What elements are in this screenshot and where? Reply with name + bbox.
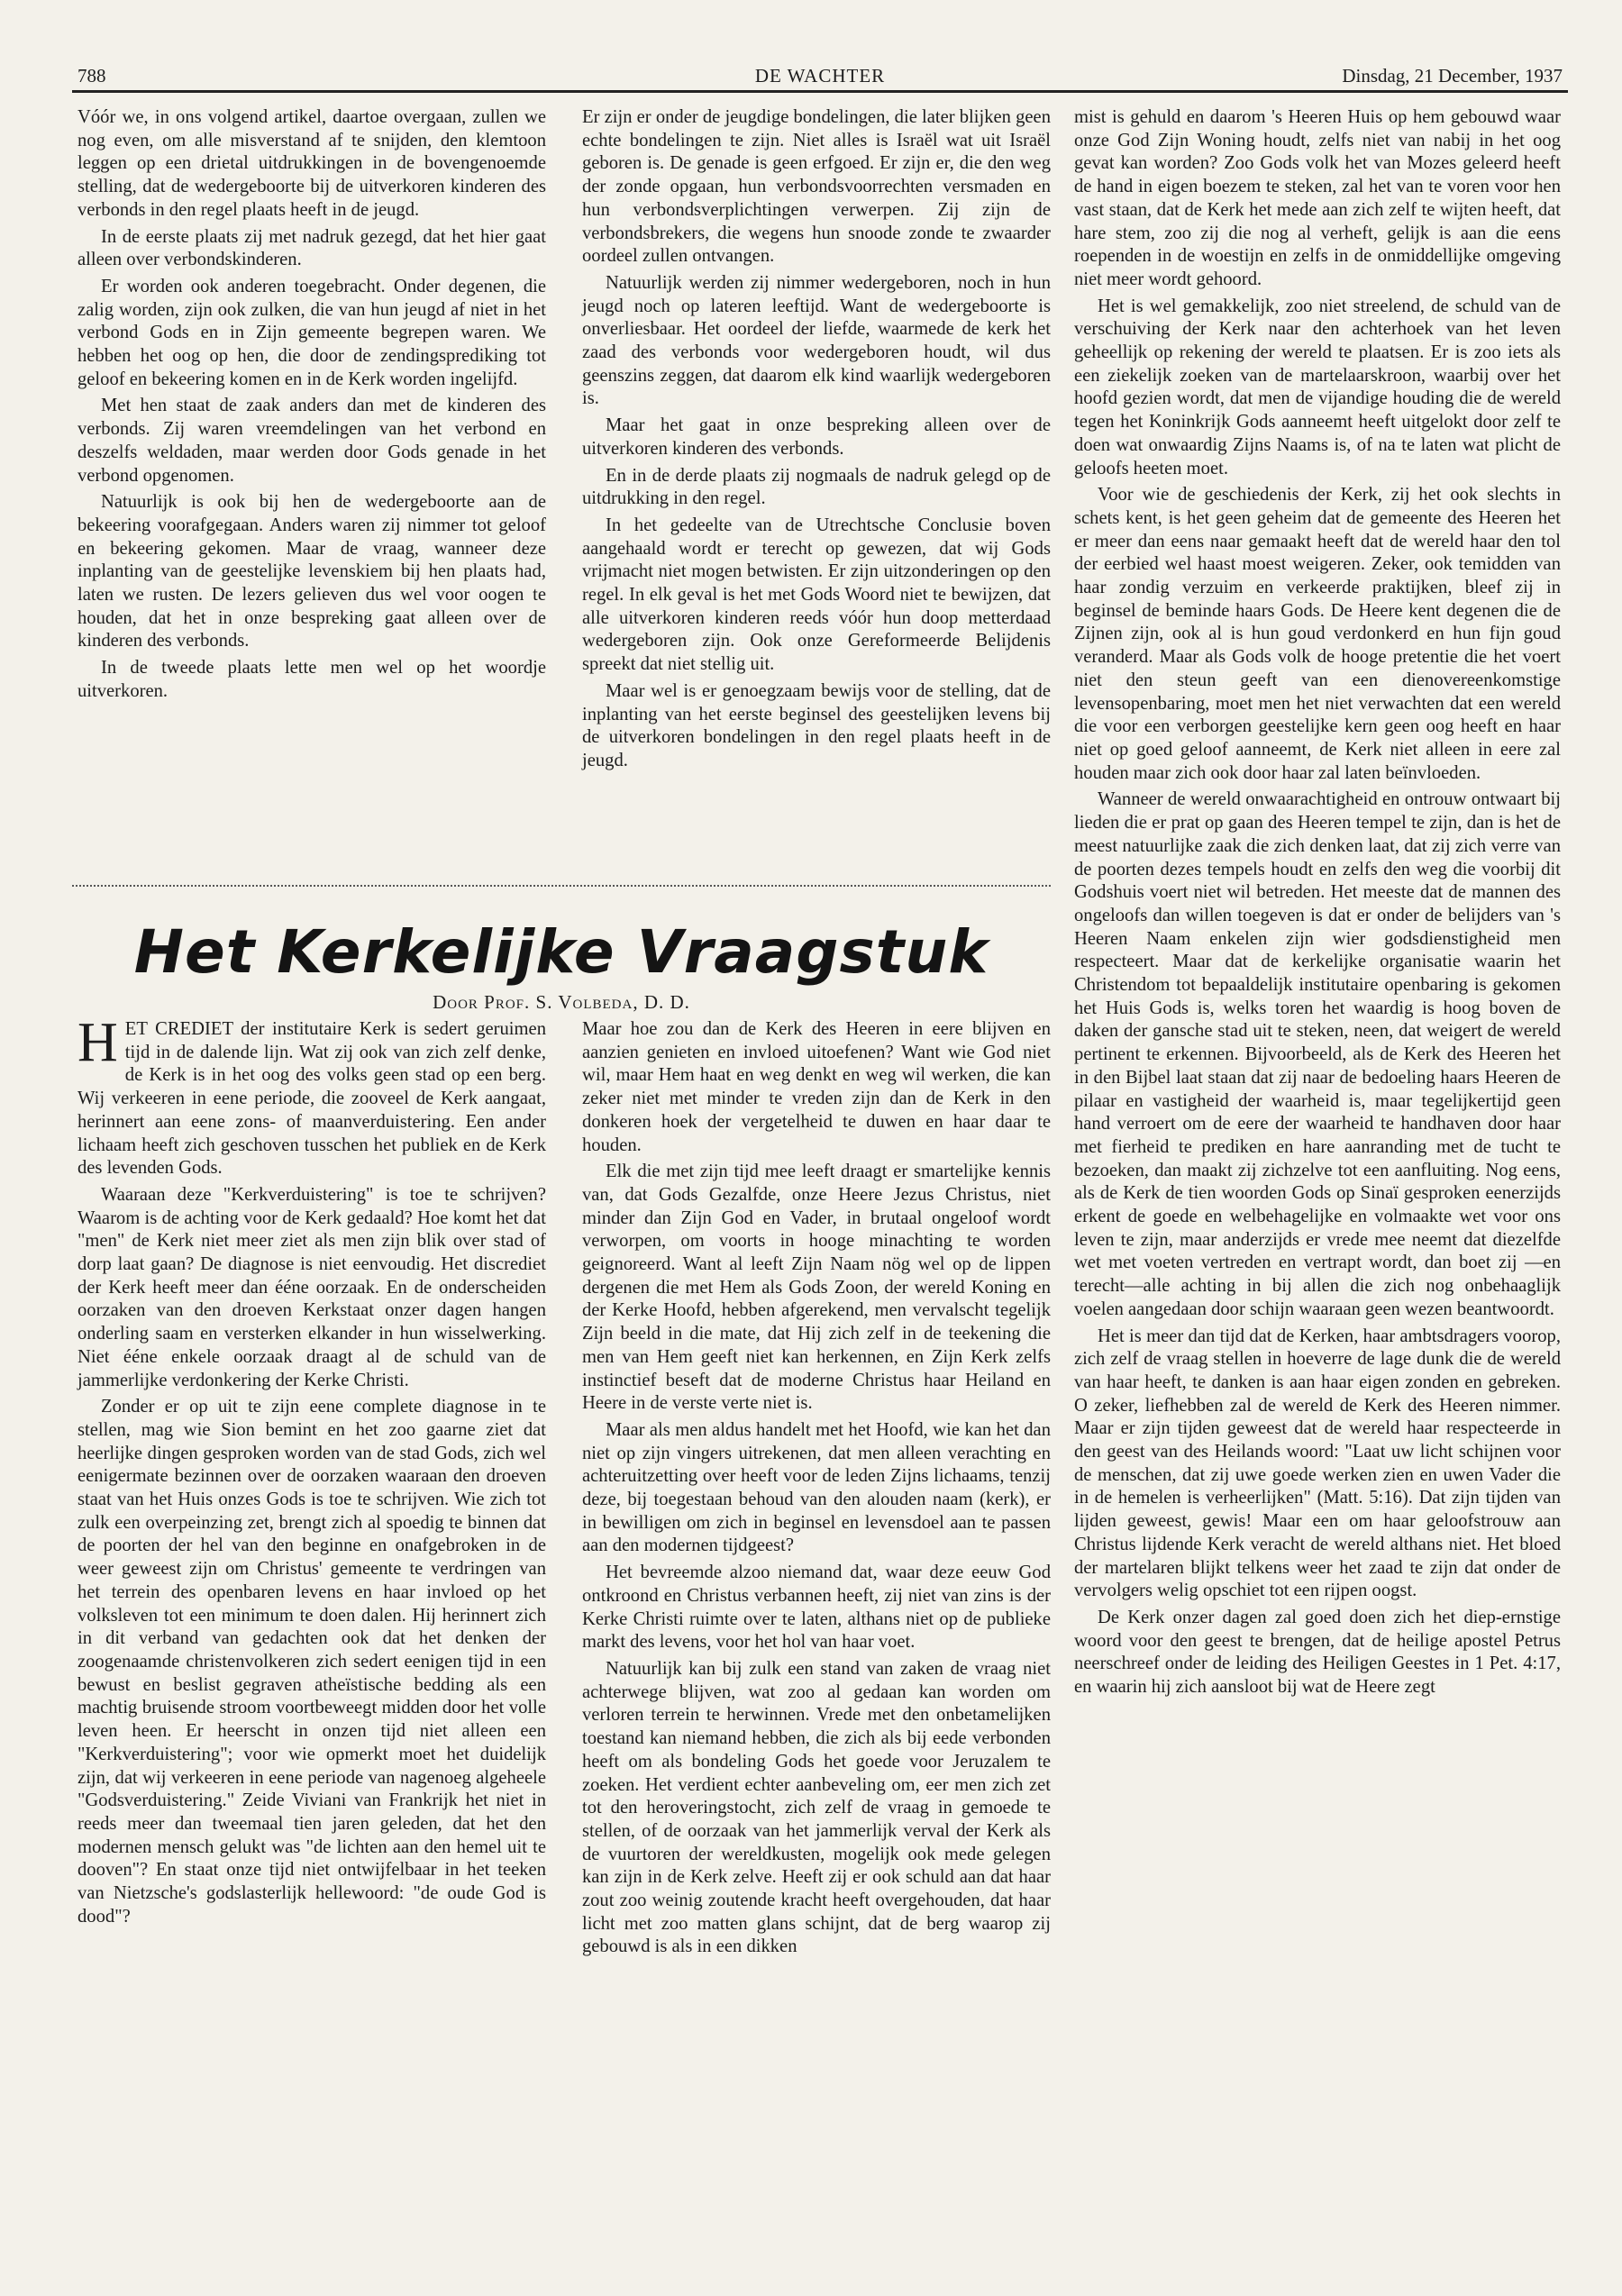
paragraph: Maar hoe zou dan de Kerk des Heeren in eere blijven en aanzien genieten en invloed uitoefenen? Want wie God niet wil, maar Hem haat en weg denkt en weg wil werken, die kan zeker niet met minder te vreden zijn dan de Kerk in den donkeren hoek der vergetelheid te duwen en haar daar te houden. (582, 1019, 1051, 1155)
page-number: 788 (77, 65, 106, 87)
paragraph: Het is meer dan tijd dat de Kerken, haar ambtsdragers voorop, zich zelf de vraag stellen in hoeverre de lage dunk die de wereld van haar heeft, te danken is aan haar eigen zonden en gebreken. O zeker, liefhebben zal de wereld de Kerk des Heeren nimmer. Maar er zijn tijden geweest dat de wereld haar respecteerde in den geest van des Heilands woord: "Laat uw licht schijnen voor de menschen, dat zij uwe goede werken zien en uwen Vader die in de hemelen is verheerlijken" (Matt. 5:16). Dat zijn tijden van lijden geweest, gewis! Maar een om haar geloofstrouw aan Christus lijdende Kerk veracht de wereld althans niet. Het bloed der martelaren blijkt telkens weer het zaad te zijn dat onder de vervolgers welig opschiet tot een rijpen oogst. (1074, 1326, 1561, 1601)
header-rule (72, 90, 1568, 93)
paragraph: Met hen staat de zaak anders dan met de kinderen des verbonds. Zij waren vreemdelingen van het verbond en deszelfs weldaden, maar werden door Gods genade in het verbond opgenomen. (77, 396, 546, 486)
newspaper-page (72, 63, 1568, 2262)
paragraph: mist is gehuld en daarom 's Heeren Huis op hem gebouwd waar onze God Zijn Woning houdt, zelfs niet van nabij in het oog gevat kan worden? Zoo Gods volk het van Mozes geleerd heeft de hand in eigen boezem te steken, zal het van te voren voor hen vast staan, dat de Kerk het mede aan zich zelf te wijten heeft, dat hare stem, zoo zij die nog al verheft, gelijk is aan die eens roependen in de woestijn en zelfs in de onmiddellijke omgeving niet meer wordt gehoord. (1074, 107, 1561, 289)
paragraph: Wanneer de wereld onwaarachtigheid en ontrouw ontwaart bij lieden die er prat op gaan des Heeren tempel te zijn, dan is het de meest natuurlijke zaak die zich denken laat, dat zij zich verre van de poorten dezes tempels houdt en zelfs den weg die voorbij dit Godshuis voert niet wil betreden. Het meeste dat de mannen des ongeloofs dan willen toegeven is dat er onder de belijders van 's Heeren Naam enkelen zijn wier godsdienstigheid men respecteert. Maar dat de kerkelijke organisatie waarin het Christendom tot bepaaldelijk institutaire openbaring is gekomen het Huis Gods is, welks toren het waardig is hoog boven de daken der gansche stad uit te steken, neen, dat weigert de wereld pertinent te erkennen. Bijvoorbeeld, als de Kerk des Heeren het in den Bijbel laat staan dat zij naar de bedoeling haars Heeren de pilaar en vastigheid der waarheid is, maar tegelijkertijd geen hand verroert om de eere der waarheid te handhaven door haar met fierheid te prediken en hare aanranding met de tucht te bezoeken, dan maakt zij zichzelve tot een aanfluiting. Nog eens, als de Kerk de tien woorden Gods op Sinaï gesproken eenerzijds erkent de goede en welbehagelijke en volmaakte wet voor ons leven te zijn, maar anderzijds er vrede mee neemt dat diezelfde wet met voeten vertreden en vertrapt wordt, dan boet zij —en terecht—alle achting in bij allen die zich nog onbehaaglijk voelen aangedaan door schijn waaraan geen wezen beantwoordt. (1074, 789, 1561, 1319)
paragraph: En in de derde plaats zij nogmaals de nadruk gelegd op de uitdrukking in den regel. (582, 465, 1051, 509)
paragraph: Er zijn er onder de jeugdige bondelingen, die later blijken geen echte bondelingen te zijn. Niet alles is Israël wat uit Israël geboren is. De genade is geen erfgoed. Er zijn er, die den weg der zonde opgaan, hun verbondsvoorrechten versmaden en hun verbondsverplichtingen verwerpen. Zij zijn de verbondsbrekers, die wegens hun snoode zonde te zwaarder oordeel zullen ontvangen. (582, 107, 1051, 267)
paragraph: In het gedeelte van de Utrechtsche Conclusie boven aangehaald wordt er terecht op gewezen, dat wij Gods vrijmacht niet mogen betwisten. Er zijn uitzonderingen op den regel. In elk geval is het met Gods Woord niet te bewijzen, dat alle uitverkoren kinderen reeds vóór hun doop metterdaad wedergeboren zijn. Ook onze Gereformeerde Belijdenis spreekt dat niet stellig uit. (582, 515, 1051, 675)
article-byline: Door Prof. S. Volbeda, D. D. (433, 991, 690, 1013)
paragraph: In de eerste plaats zij met nadruk gezegd, dat het hier gaat alleen over verbondskinderen. (77, 226, 546, 270)
drop-cap: H (77, 1012, 118, 1073)
issue-date: Dinsdag, 21 December, 1937 (1342, 65, 1563, 87)
paragraph: Elk die met zijn tijd mee leeft draagt er smartelijke kennis van, dat Gods Gezalfde, onze Heere Jezus Christus, niet minder dan Zijn God en Vader, in brutaal ongeloof wordt verworpen, om voorts in hooge minachting te worden geignoreerd. Want al leeft Zijn Naam nög wel op de lippen dergenen die met Hem als Gods Zoon, der wereld Koning en der Kerke Hoofd, hebben afgerekend, men vervalscht tegelijk Zijn beeld in die mate, dat Hij zich zelf in de teekening die men van Hem geeft niet kan herkennen, en Zijn Kerk zelfs instinctief beseft dat de moderne Christus haar Heiland en Heere in de verste verte niet is. (582, 1162, 1051, 1414)
article-column-3 (1074, 106, 1561, 1703)
paragraph: Natuurlijk werden zij nimmer wedergeboren, noch in hun jeugd noch op lateren leeftijd. Want de wedergeboorte is onverliesbaar. Het oordeel der liefde, waarmede de kerk het zaad des verbonds voor wedergeboren houdt, wil dus geenszins zeggen, dat daarom elk kind waarlijk wedergeboren is. (582, 272, 1051, 409)
continued-column-2 (582, 106, 1051, 777)
article-column-2 (582, 1018, 1051, 1963)
continued-column-1 (77, 106, 546, 707)
paragraph: Maar het gaat in onze bespreking alleen over de uitverkoren kinderen des verbonds. (582, 415, 1051, 459)
article-title: Het Kerkelijke Vraagstuk (133, 917, 989, 987)
paragraph: Natuurlijk kan bij zulk een stand van zaken de vraag niet achterwege blijven, wat zoo al gedaan kan worden om verloren terrein te herwinnen. Vrede met den onbetamelijken toestand kan niemand hebben, die zich als bij eede verbonden heeft om als bondeling Gods het goede voor Jeruzalem te zoeken. Het verdient echter aanbeveling om, eer men zich zet tot den heroveringstocht, zich zelf de vraag in gemoede te stellen, of de oorzaak van het jammerlijk verval der Kerk als de vuurtoren der wereldkusten, mogelijk ook mede gelegen kan zijn in de Kerk zelve. Heeft zij er ook schuld aan dat haar zout zoo weinig zoutende kracht heeft overgehouden, dat haar licht met zoo matten glans schijnt, dat de berg waarop zij gebouwd is als in een dikken (582, 1658, 1051, 1957)
paragraph: De Kerk onzer dagen zal goed doen zich het diep-ernstige woord voor den geest te brengen, dat de heilige apostel Petrus neerschreef onder de leiding des Heiligen Geestes in 1 Pet. 4:17, en waarin hij zich aansloot bij wat de Heere zegt (1074, 1608, 1561, 1698)
paragraph: Voor wie de geschiedenis der Kerk, zij het ook slechts in schets kent, is het geen geheim dat de gemeente des Heeren het er meer dan eens naar gemaakt heeft dat de wereld haar den tol der eerbied wel haast moest weigeren. Zeker, ook temidden van haar zondig verzuim en verkeerde praktijken, bleef zij in beginsel de beminde haars Gods. De Heere kent degenen die de Zijnen zijn, ook al is hun goud verdonkerd en hun fijn goud veranderd. Maar als Gods volk de hooge pretentie die het voert niet den steun geeft van een dienovereenkomstige levensopenbaring, moet men het niet verwachten dat een wereld die voor een verborgen geestelijke kern geen oog heeft en haar niet op goed geloof aanneemt, de Kerk niet alleen in eere zal houden maar zich ook door haar zal laten beïnvloeden. (1074, 485, 1561, 783)
masthead: DE WACHTER (754, 65, 886, 87)
opening-paragraph (77, 1012, 546, 1180)
paragraph: Maar wel is er genoegzaam bewijs voor de stelling, dat de inplanting van het eerste beginsel des geestelijken levens bij de uitverkoren bondelingen in den regel plaats heeft in de jeugd. (582, 680, 1051, 770)
paragraph: Vóór we, in ons volgend artikel, daartoe overgaan, zullen we nog even, om alle misverstand af te snijden, den klemtoon leggen op een drietal uitdrukkingen in de bovengenoemde stelling, dat de wedergeboorte bij de uitverkoren kinderen des verbonds in den regel plaats heeft in de jeugd. (77, 107, 546, 220)
paragraph: Het is wel gemakkelijk, zoo niet streelend, de schuld van de verschuiving der Kerk naar den achterhoek van het leven geheellijk op rekening der wereld te plaatsen. Er is zoo iets als een ziekelijk zoeken van de martelaarskroon, waarbij over het hoofd gezien wordt, dat men de vijandige houding die de wereld tegen het Koninkrijk Gods aanneemt heeft uitgelokt door zelf te doen wat onwaardig Zijns Naams is, of na te laten wat plicht de geloofs heeten moet. (1074, 296, 1561, 478)
paragraph: Waaraan deze "Kerkverduistering" is toe te schrijven? Waarom is de achting voor de Kerk gedaald? Hoe komt het dat "men" de Kerk niet meer ziet als men zijn blik over stad of dorp laat gaan? De diagnose is niet eenvoudig. Het discrediet der Kerk heeft meer dan ééne oorzaak. En de onderscheiden oorzaken van den droeven Kerkstaat onzer dagen hangen onderling saam en versterken elkander in hun wisselwerking. Niet ééne enkele oorzaak draagt al de schuld van de jammerlijke verdonkering der Kerke Christi. (77, 1184, 546, 1390)
article-column-1 (77, 1012, 546, 1932)
paragraph: Maar als men aldus handelt met het Hoofd, wie kan het dan niet op zijn vingers uitrekenen, dat men alleen verachting en achteruitzetting over heeft voor de leden Zijns lichaams, tenzij deze, bij toegestaan behoud van den alouden naam (kerk), er in bewilligen om zich in beginsel en levensdoel aan te passen aan den modernen tijdgeest? (582, 1419, 1051, 1556)
section-divider (72, 885, 1051, 887)
paragraph: In de tweede plaats lette men wel op het woordje uitverkoren. (77, 658, 546, 701)
paragraph: Zonder er op uit te zijn eene complete diagnose in te stellen, mag wie Sion bemint en het zoo gaarne ziet dat heerlijke dingen gesproken worden van de stad Gods, zich wel eenigermate bezinnen over de oorzaken waaraan den droeven staat van het Huis onzes Gods is toe te schrijven. Wie zich tot zulk een overpeinzing zet, brengt zich al spoedig te binnen dat de poorten der hel van den beginne en onafgebroken in de weer geweest zijn om Christus' gemeente te verdringen van het terrein des openbaren levens en haar invloed op het volksleven tot een minimum te doen dalen. Hij herinnert zich in dit verband van gedachten ook dat het denken der zoogenaamde christenvolkeren zich sedert eenigen tijd in een bewust en beslist gegraven atheïstische bedding als een machtig bruisende stroom voortbeweegt midden door het volle leven heen. Er heerscht in onzen tijd niet alleen een "Kerkverduistering"; voor wie opmerkt moet het duidelijk zijn, dat wij verkeeren in eene periode van nagenoeg algeheele "Godsverduistering." Zeide Viviani van Frankrijk het niet in reeds meer dan tweemaal tien jaren geleden, dat het den modernen mensch gelukt was "de lichten aan den hemel uit te dooven"? En staat onze tijd niet ontwijfelbaar in het teeken van Nietzsche's godslasterlijk hellewoord: "de oude God is dood"? (77, 1397, 546, 1927)
opening-text: ET CREDIET der institutaire Kerk is sedert geruimen tijd in de dalende lijn. Wat zij ook van zich zelf denke, de Kerk is in het oog des volks geen stad op een berg. Wij verkeeren in eene periode, die zooveel de Kerk aangaat, herinnert aan eene zons- of maanverduistering. Een ander lichaam heeft zich geschoven tusschen het publiek en de Kerk des levenden Gods. (77, 1019, 546, 1179)
paragraph: Natuurlijk is ook bij hen de wedergeboorte aan de bekeering voorafgegaan. Anders waren zij nimmer tot geloof en bekeering gekomen. Maar de vraag, wanneer deze inplanting van de geestelijke levenskiem bij hen plaats had, laten we rusten. De lezers gelieven dus wel voor oogen te houden, dat het in onze bespreking gaat alleen over de kinderen des verbonds. (77, 492, 546, 651)
paragraph: Het bevreemde alzoo niemand dat, waar deze eeuw God ontkroond en Christus verbannen heeft, zij niet van zins is der Kerke Christi ruimte over te laten, althans niet op de publieke markt des levens, voor het hol van haar voet. (582, 1563, 1051, 1653)
paragraph: Er worden ook anderen toegebracht. Onder degenen, die zalig worden, zijn ook zulken, die van hun jeugd af niet in het verbond Gods en in Zijn gemeente begrepen waren. We hebben het oog op hen, die door de zendingsprediking tot geloof en bekeering komen en in de Kerk worden ingelijfd. (77, 276, 546, 389)
